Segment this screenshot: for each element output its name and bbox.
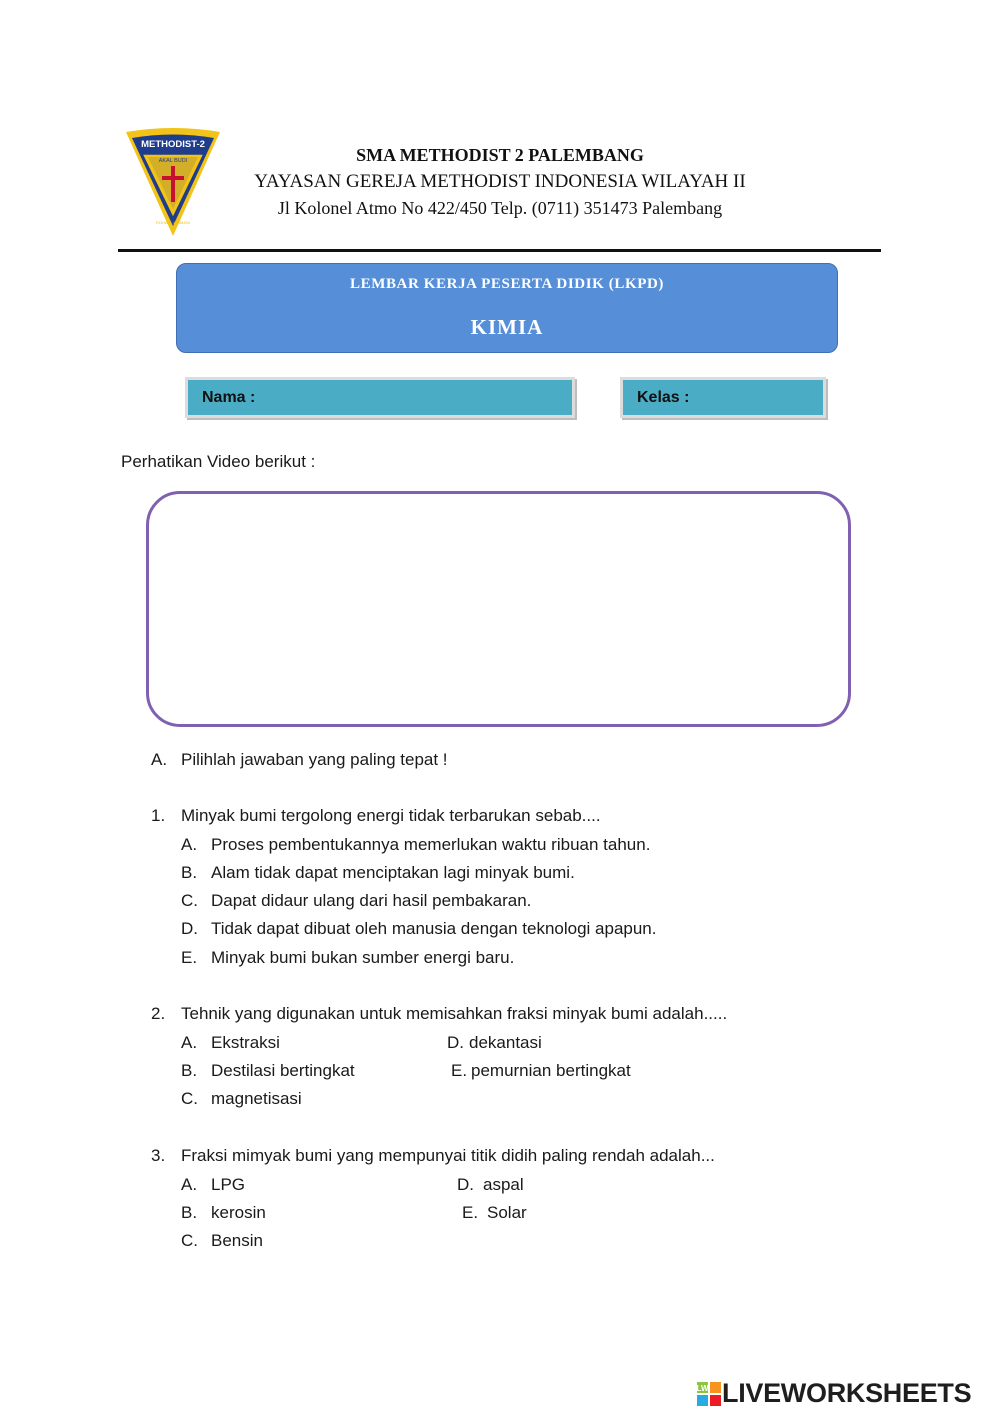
option-letter[interactable]: C. [181, 891, 198, 910]
option-text[interactable]: Solar [487, 1203, 527, 1222]
svg-text:METHODIST-2: METHODIST-2 [141, 139, 205, 150]
option-text[interactable]: pemurnian bertingkat [471, 1061, 631, 1080]
option-letter[interactable]: C. [181, 1231, 198, 1250]
option-letter[interactable]: D. [181, 919, 198, 938]
name-field[interactable] [185, 377, 575, 418]
section-instruction: Pilihlah jawaban yang paling tepat ! [181, 750, 448, 769]
name-field-label: Nama : [202, 389, 256, 406]
option-letter[interactable]: B. [181, 1061, 198, 1080]
option-text[interactable]: Proses pembentukannya memerlukan waktu ribuan tahun. [211, 835, 651, 854]
class-field[interactable] [620, 377, 826, 418]
section-letter: A. [151, 750, 168, 769]
watermark-text: LIVEWORKSHEETS [722, 1378, 972, 1408]
school-address: Jl Kolonel Atmo No 422/450 Telp. (0711) 351473 Palembang [277, 198, 723, 218]
option-letter[interactable]: A. [181, 835, 198, 854]
option-text[interactable]: Minyak bumi bukan sumber energi baru. [211, 948, 515, 967]
option-text[interactable]: Destilasi bertingkat [211, 1061, 355, 1080]
question-text: Minyak bumi tergolong energi tidak terbarukan sebab.... [181, 806, 601, 825]
svg-text:LW: LW [697, 1384, 709, 1393]
video-frame[interactable] [146, 491, 851, 727]
option-text[interactable]: LPG [211, 1175, 246, 1194]
option-letter[interactable]: C. [181, 1089, 198, 1108]
video-prompt: Perhatikan Video berikut : [121, 452, 316, 471]
liveworksheets-logo-icon [697, 1382, 721, 1406]
foundation-name: YAYASAN GEREJA METHODIST INDONESIA WILAYAH II [254, 171, 746, 192]
option-letter[interactable]: D. [457, 1175, 474, 1194]
option-letter[interactable]: A. [181, 1175, 198, 1194]
question-number: 3. [151, 1146, 166, 1165]
option-text[interactable]: Bensin [211, 1231, 263, 1250]
svg-text:ROHANI JASMANI: ROHANI JASMANI [155, 220, 191, 225]
option-letter[interactable]: B. [181, 1203, 198, 1222]
option-letter[interactable]: D. [447, 1033, 464, 1052]
question-number: 2. [151, 1004, 166, 1023]
option-letter[interactable]: B. [181, 863, 198, 882]
school-crest-icon [122, 126, 224, 238]
option-letter[interactable]: E. [451, 1061, 468, 1080]
worksheet-title: LEMBAR KERJA PESERTA DIDIK (LKPD) [349, 276, 665, 292]
option-letter[interactable]: E. [462, 1203, 479, 1222]
option-text[interactable]: dekantasi [469, 1033, 542, 1052]
option-text[interactable]: magnetisasi [211, 1089, 302, 1108]
question-text: Fraksi mimyak bumi yang mempunyai titik didih paling rendah adalah... [181, 1146, 715, 1165]
question-text: Tehnik yang digunakan untuk memisahkan fraksi minyak bumi adalah..... [181, 1004, 728, 1023]
option-text[interactable]: Ekstraksi [211, 1033, 280, 1052]
subject-title: KIMIA [470, 315, 544, 339]
class-field-label: Kelas : [637, 389, 690, 406]
option-text[interactable]: Tidak dapat dibuat oleh manusia dengan teknologi apapun. [211, 919, 657, 938]
option-text[interactable]: Dapat didaur ulang dari hasil pembakaran. [211, 891, 532, 910]
option-text[interactable]: kerosin [211, 1203, 266, 1222]
option-letter[interactable]: A. [181, 1033, 198, 1052]
school-name: SMA METHODIST 2 PALEMBANG [356, 145, 644, 165]
option-text[interactable]: aspal [483, 1175, 524, 1194]
svg-text:AKAL BUDI: AKAL BUDI [158, 158, 188, 164]
question-number: 1. [151, 806, 166, 825]
header-divider [118, 249, 881, 252]
option-letter[interactable]: E. [181, 948, 198, 967]
option-text[interactable]: Alam tidak dapat menciptakan lagi minyak bumi. [211, 863, 575, 882]
